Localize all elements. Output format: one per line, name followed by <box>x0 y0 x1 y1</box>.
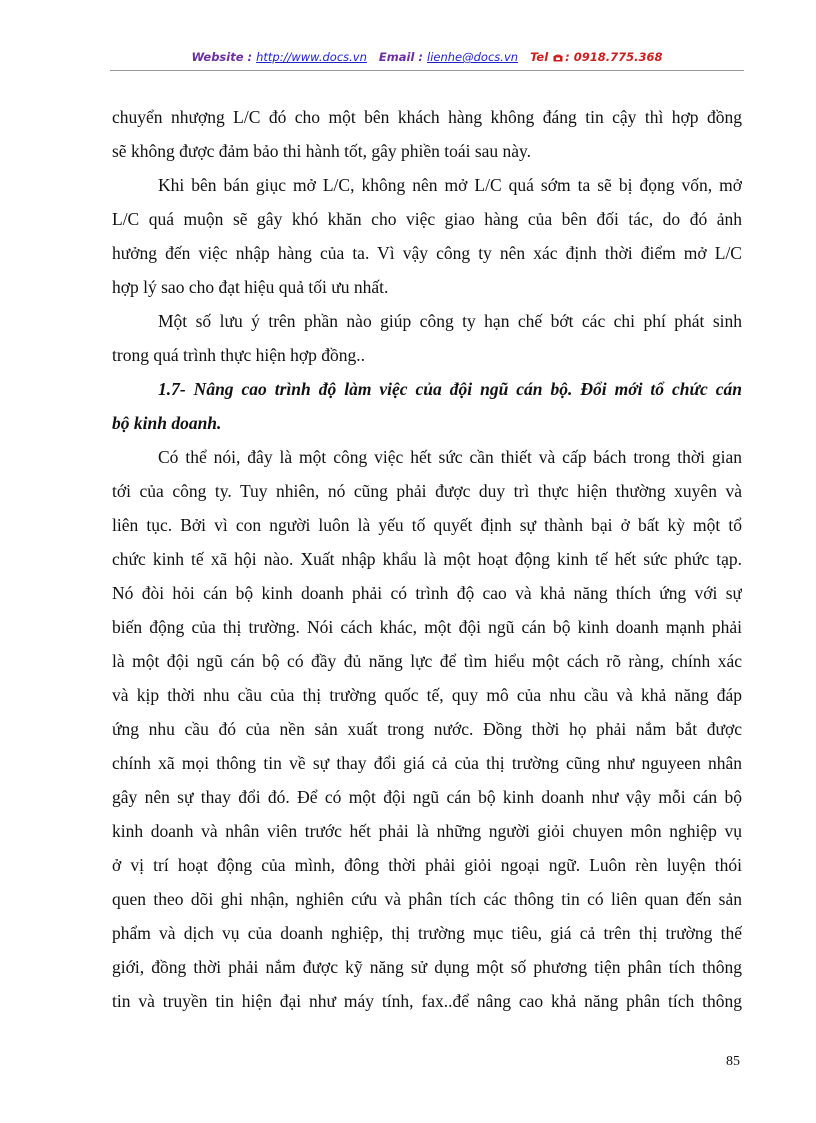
page-header <box>110 50 744 64</box>
text-line: L/C quá muộn sẽ gây khó khăn cho việc giao hàng của bên đối tác, do đó ảnh <box>112 209 742 229</box>
text-line: trong quá trình thực hiện hợp đồng.. <box>112 345 366 365</box>
section-heading <box>112 372 742 440</box>
website-link[interactable]: http://www.docs.vn <box>256 50 367 64</box>
text-line: và kịp thời nhu cầu của thị trường quốc tế, quy mô của nhu cầu và khả năng đáp <box>112 685 742 705</box>
text-line: Nó đòi hỏi cán bộ kinh doanh phải có trình độ cao và khả năng thích ứng với sự <box>112 583 742 603</box>
paragraph <box>112 304 742 372</box>
text-line: chức kinh tế xã hội nào. Xuất nhập khẩu là một hoạt động kinh tế hết sức phức tạp. <box>112 549 742 569</box>
email-label: Email : <box>378 50 428 64</box>
text-line: giới, đồng thời phải nắm được kỹ năng sử dụng một số phương tiện phân tích thông <box>112 957 742 977</box>
phone-icon <box>553 53 563 62</box>
text-line: sẽ không được đảm bảo thi hành tốt, gây phiền toái sau này. <box>112 141 532 161</box>
text-line: tới của công ty. Tuy nhiên, nó cũng phải được duy trì thực hiện thường xuyên và <box>112 481 742 501</box>
text-line: hợp lý sao cho đạt hiệu quả tối ưu nhất. <box>112 277 389 297</box>
tel-label: Tel <box>530 50 553 64</box>
text-line: biến động của thị trường. Nói cách khác, một đội ngũ cán bộ kinh doanh mạnh phải <box>112 617 742 637</box>
website-label: Website : <box>191 50 257 64</box>
text-line: gây nên sự thay đổi đó. Để có một đội ngũ cán bộ kinh doanh như vậy mỗi cán bộ <box>112 787 742 807</box>
text-line: tin và truyền tin hiện đại như máy tính, fax..để nâng cao khả năng phân tích thông <box>112 991 742 1011</box>
text-line: 1.7- Nâng cao trình độ làm việc của đội ngũ cán bộ. Đổi mới tổ chức cán <box>158 379 742 399</box>
paragraph <box>112 440 742 1018</box>
email-link[interactable]: lienhe@docs.vn <box>427 50 519 64</box>
text-line: Có thể nói, đây là một công việc hết sức cần thiết và cấp bách trong thời gian <box>158 447 742 467</box>
text-line: ở vị trí hoạt động của mình, đông thời phải giỏi ngoại ngữ. Luôn rèn luyện thói <box>112 855 742 875</box>
text-line: Một số lưu ý trên phần nào giúp công ty hạn chế bớt các chi phí phát sinh <box>158 311 742 331</box>
page-number: 85 <box>726 1054 740 1069</box>
text-line: quen theo dõi ghi nhận, nghiên cứu và phân tích các thông tin có liên quan đến sản <box>112 889 742 909</box>
paragraph <box>112 100 742 168</box>
text-line: chính xã mọi thông tin về sự thay đổi giá cả của thị trường cũng như nguyeen nhân <box>112 753 742 773</box>
tel-number: : 0918.775.368 <box>565 50 663 64</box>
document-body <box>112 100 742 1018</box>
text-line: Khi bên bán giục mở L/C, không nên mở L/C quá sớm ta sẽ bị đọng vốn, mở <box>158 175 742 195</box>
text-line: hưởng đến việc nhập hàng của ta. Vì vậy công ty nên xác định thời điểm mở L/C <box>112 243 742 263</box>
text-line: liên tục. Bởi vì con người luôn là yếu tố quyết định sự thành bại ở bất kỳ một tổ <box>112 515 742 535</box>
text-line: chuyển nhượng L/C đó cho một bên khách hàng không đáng tin cậy thì hợp đồng <box>112 107 742 127</box>
paragraph <box>112 168 742 304</box>
text-line: ứng nhu cầu đó của nền sản xuất trong nước. Đồng thời họ phải nắm bắt được <box>112 719 742 739</box>
header-divider <box>110 70 744 71</box>
text-line: phẩm và dịch vụ của doanh nghiệp, thị trường mục tiêu, giá cả trên thị trường thế <box>112 923 742 943</box>
text-line: kinh doanh và nhân viên trước hết phải là những người giỏi chuyen môn nghiệp vụ <box>112 821 742 841</box>
text-line: là một đội ngũ cán bộ có đầy đủ năng lực để tìm hiểu một cách rõ ràng, chính xác <box>112 651 742 671</box>
text-line: bộ kinh doanh. <box>112 413 222 433</box>
